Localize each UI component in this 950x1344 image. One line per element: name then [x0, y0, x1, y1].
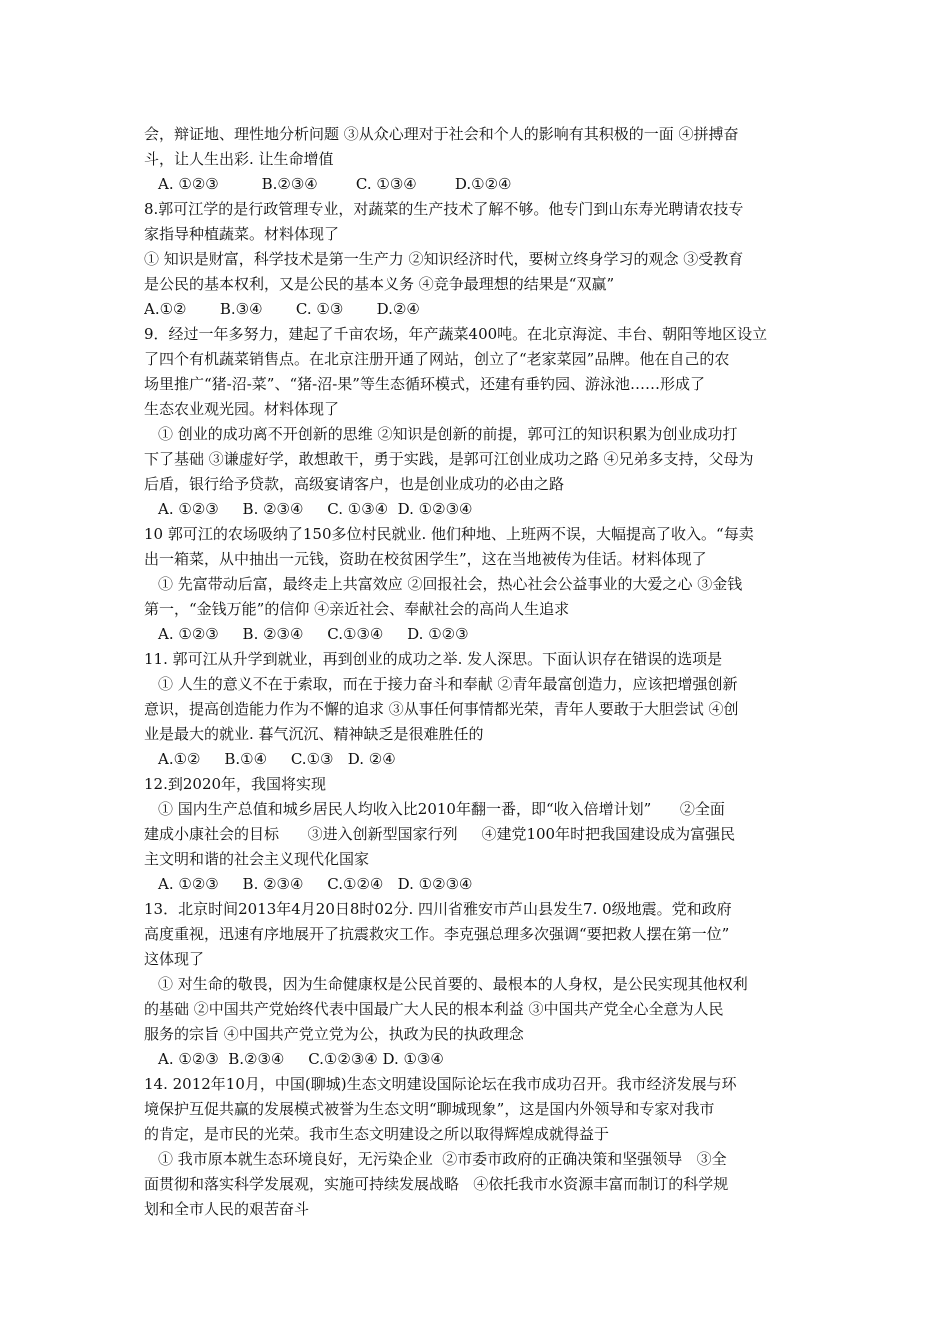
text-line: 出一箱菜，从中抽出一元钱，资助在校贫困学生”，这在当地被传为佳话。材料体现了: [144, 550, 707, 568]
text-line: A. ①②③ B.②③④ C. ①③④ D.①②④: [158, 175, 512, 193]
text-line: 服务的宗旨 ④中国共产党立党为公，执政为民的执政理念: [144, 1025, 524, 1043]
text-line: 建成小康社会的目标 ③进入创新型国家行列 ④建党100年时把我国建设成为富强民: [144, 825, 736, 843]
text-line: 的基础 ②中国共产党始终代表中国最广大人民的根本利益 ③中国共产党全心全意为人民: [144, 1000, 724, 1018]
text-line: 了四个有机蔬菜销售点。在北京注册开通了网站，创立了“老家菜园”品牌。他在自己的农: [144, 350, 730, 368]
text-line: ① 先富带动后富，最终走上共富效应 ②回报社会，热心社会公益事业的大爱之心 ③金钱: [158, 575, 743, 593]
text-line: ① 人生的意义不在于索取，而在于接力奋斗和奉献 ②青年最富创造力，应该把增强创新: [158, 675, 738, 693]
text-line: 会，辩证地、理性地分析问题 ③从众心理对于社会和个人的影响有其积极的一面 ④拼搏奋: [144, 125, 739, 143]
text-line: ① 我市原本就生态环境良好，无污染企业 ②市委市政府的正确决策和坚强领导 ③全: [158, 1150, 727, 1168]
text-line: 13．北京时间2013年4月20日8时02分. 四川省雅安市芦山县发生7. 0级地震。党和政府: [144, 900, 732, 918]
text-line: 业是最大的就业. 暮气沉沉、精神缺乏是很难胜任的: [144, 725, 484, 743]
text-line: A. ①②③ B. ②③④ C.①③④ D. ①②③: [158, 625, 469, 643]
text-line: ① 国内生产总值和城乡居民人均收入比2010年翻一番，即“收入倍增计划” ②全面: [158, 800, 725, 818]
text-line: ① 知识是财富，科学技术是第一生产力 ②知识经济时代，要树立终身学习的观念 ③受教育: [144, 250, 744, 268]
text-line: 的肯定，是市民的光荣。我市生态文明建设之所以取得辉煌成就得益于: [144, 1125, 610, 1143]
text-line: A. ①②③ B.②③④ C.①②③④ D. ①③④: [158, 1050, 444, 1068]
text-line: A.①② B.③④ C. ①③ D.②④: [144, 300, 420, 318]
text-line: 下了基础 ③谦虚好学，敢想敢干，勇于实践，是郭可江创业成功之路 ④兄弟多支持，父母为: [144, 450, 754, 468]
text-line: A.①② B.①④ C.①③ D. ②④: [158, 750, 396, 768]
text-line: ① 对生命的敬畏，因为生命健康权是公民首要的、最根本的人身权，是公民实现其他权利: [158, 975, 748, 993]
text-line: 意识，提高创造能力作为不懈的追求 ③从事任何事情都光荣，青年人要敢于大胆尝试 ④创: [144, 700, 739, 718]
text-line: 8.郭可江学的是行政管理专业，对蔬菜的生产技术了解不够。他专门到山东寿光聘请农技专: [144, 200, 744, 218]
text-line: 后盾，银行给予贷款，高级宴请客户，也是创业成功的必由之路: [144, 475, 565, 493]
text-line: 斗，让人生出彩. 让生命增值: [144, 150, 334, 168]
text-line: 面贯彻和落实科学发展观，实施可持续发展战略 ④依托我市水资源丰富而制订的科学规: [144, 1175, 729, 1193]
text-line: 生态农业观光园。材料体现了: [144, 400, 340, 418]
text-line: A. ①②③ B. ②③④ C.①②④ D. ①②③④: [158, 875, 473, 893]
text-line: ① 创业的成功离不开创新的思维 ②知识是创新的前提，郭可江的知识积累为创业成功打: [158, 425, 738, 443]
text-line: 14. 2012年10月，中国(聊城)生态文明建设国际论坛在我市成功召开。我市经济发展与环: [144, 1075, 737, 1093]
text-line: 11. 郭可江从升学到就业，再到创业的成功之举. 发人深思。下面认识存在错误的选项是: [144, 650, 723, 668]
text-line: 场里推广“猪-沼-菜”、“猪-沼-果”等生态循环模式，还建有垂钓园、游泳池……形成了: [144, 375, 705, 393]
text-line: 这体现了: [144, 950, 205, 968]
text-line: 划和全市人民的艰苦奋斗: [144, 1200, 310, 1218]
text-line: 高度重视，迅速有序地展开了抗震救灾工作。李克强总理多次强调“要把救人摆在第一位”: [144, 925, 730, 943]
text-line: 主文明和谐的社会主义现代化国家: [144, 850, 370, 868]
text-line: 第一，“金钱万能”的信仰 ④亲近社会、奉献社会的高尚人生追求: [144, 600, 570, 618]
document-page: [144, 122, 814, 1222]
text-line: 是公民的基本权利，又是公民的基本义务 ④竞争最理想的结果是“双赢”: [144, 275, 615, 293]
text-line: 境保护互促共赢的发展模式被誉为生态文明“聊城现象”，这是国内外领导和专家对我市: [144, 1100, 715, 1118]
text-line: A. ①②③ B. ②③④ C. ①③④ D. ①②③④: [158, 500, 473, 518]
text-line: 家指导种植蔬菜。材料体现了: [144, 225, 340, 243]
text-line: 10 郭可江的农场吸纳了150多位村民就业. 他们种地、上班两不误，大幅提高了收入。“每卖: [144, 525, 754, 543]
text-line: 12.到2020年，我国将实现: [144, 775, 327, 793]
text-line: 9．经过一年多努力，建起了千亩农场，年产蔬菜400吨。在北京海淀、丰台、朝阳等地区设立: [144, 325, 768, 343]
